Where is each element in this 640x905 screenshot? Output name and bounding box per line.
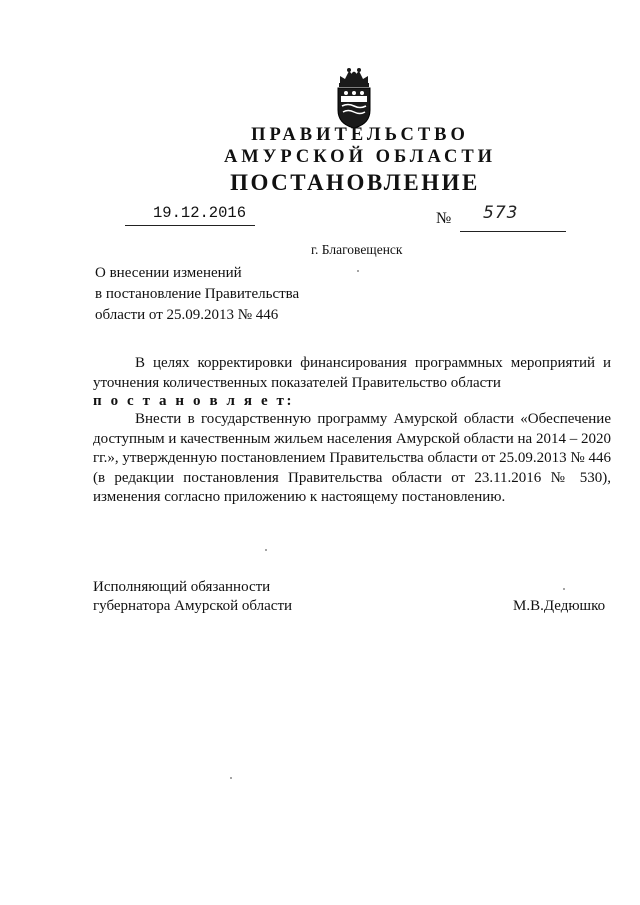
decree-word: п о с т а н о в л я е т: [93, 393, 295, 409]
preamble-paragraph [93, 354, 611, 393]
government-title-line1: ПРАВИТЕЛЬСТВО [251, 125, 469, 145]
subject-line: области от 25.09.2013 № 446 [95, 307, 279, 323]
position-line: Исполняющий обязанности [93, 579, 271, 595]
document-date: 19.12.2016 [153, 204, 247, 222]
document-subject [95, 263, 299, 326]
number-label: № [436, 210, 452, 227]
city-name: г. Благовещенск [311, 242, 403, 257]
decision-text: Внести в государственную программу Амурской области «Обеспечение доступным и качественным жильем населения Амурской области на 2014 – 2020 гг.», утвержденную постановлением Правительства области от 25.09.2013 № 446 (в редакции постановления Правительства области от 23.11.2016 № 530), изменения согласно приложению к настоящему постановлению. [93, 411, 611, 505]
document-type-title: ПОСТАНОВЛЕНИЕ [230, 170, 480, 195]
government-title-line2: АМУРСКОЙ ОБЛАСТИ [223, 147, 497, 167]
scan-speck [265, 549, 267, 551]
scan-speck [357, 270, 359, 272]
date-underline [125, 225, 255, 226]
number-underline [460, 231, 566, 232]
decision-paragraph [93, 410, 611, 508]
position-line: губернатора Амурской области [93, 598, 293, 614]
scan-speck [230, 777, 232, 779]
signatory-position [93, 578, 292, 616]
subject-line: в постановление Правительства [95, 286, 300, 302]
signatory-name: М.В.Дедюшко [513, 598, 606, 614]
scan-speck [563, 588, 565, 590]
document-number: 573 [483, 203, 519, 223]
subject-line: О внесении изменений [95, 265, 242, 281]
coat-of-arms-icon [331, 66, 377, 130]
preamble-text: В целях корректировки финансирования программных мероприятий и уточнения количественных показателей Правительство области [93, 355, 611, 391]
